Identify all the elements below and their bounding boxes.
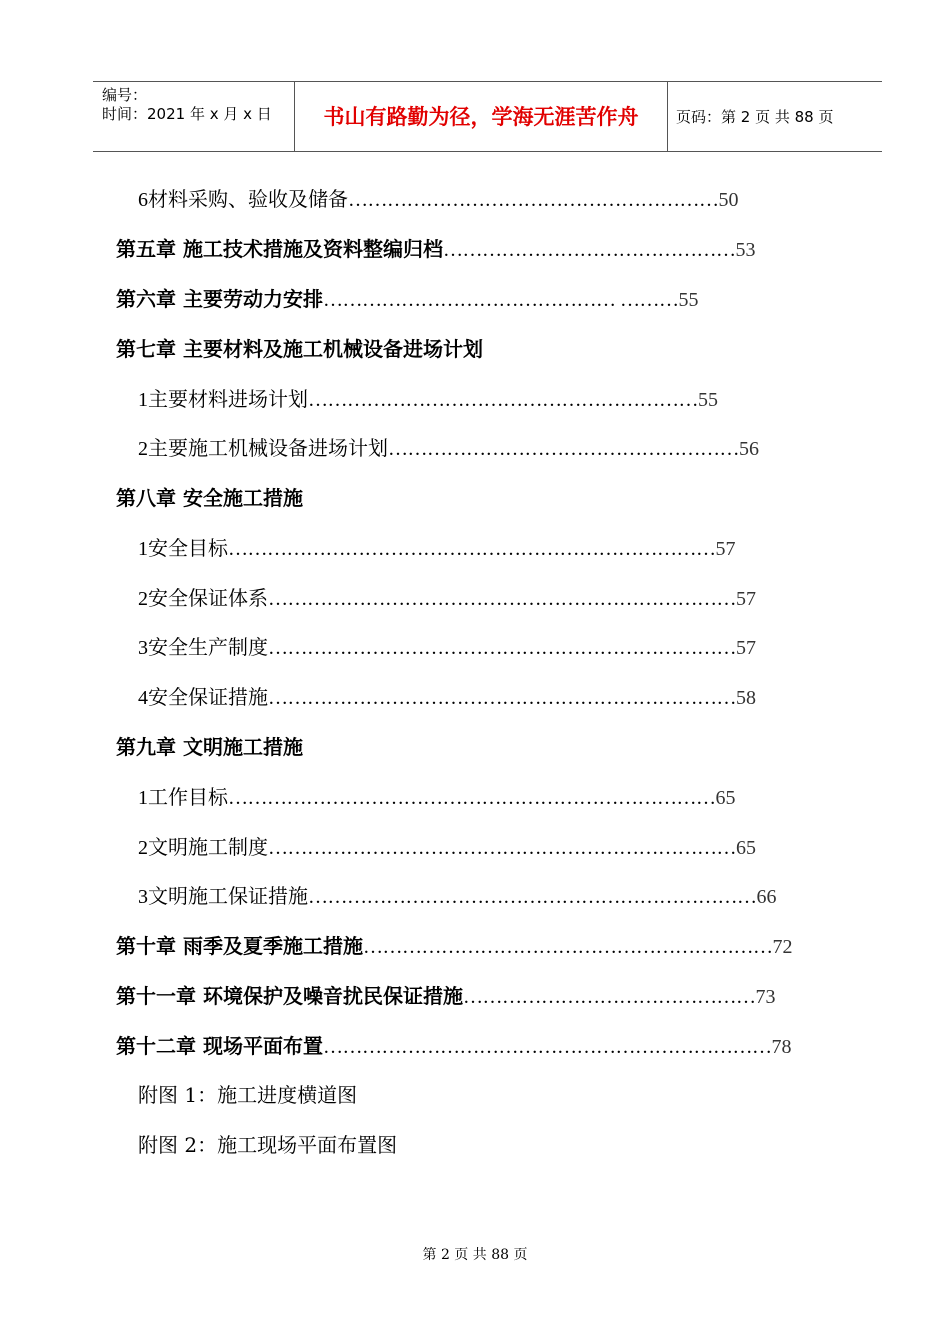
toc-entry-page: 66 <box>756 886 777 908</box>
toc-entry-leader: ………………………………………………………………… <box>228 787 716 809</box>
toc-chapter <box>116 485 303 511</box>
page-label: 页码：第 2 页 共 88 页 <box>676 108 834 126</box>
toc-entry <box>138 784 736 811</box>
toc-entry-page: 50 <box>718 189 739 211</box>
toc-entry-leader: ……………………………………………………………… <box>268 837 736 859</box>
header-meta-cell <box>93 82 293 151</box>
toc-entry-number: 6 <box>138 189 148 211</box>
toc-entry-title: 材料采购、验收及储备 <box>148 187 348 211</box>
toc-chapter <box>116 336 483 362</box>
toc-chapter-title: 第六章 主要劳动力安排 <box>116 287 323 311</box>
toc-entry-page: 65 <box>736 837 756 859</box>
toc-entry <box>138 634 756 661</box>
toc-entry-number: 2 <box>138 438 148 460</box>
toc-entry-number: 1 <box>138 538 148 560</box>
toc-chapter <box>116 286 698 313</box>
header-page-cell <box>667 82 882 151</box>
toc-entry-number: 1 <box>138 787 148 809</box>
toc-appendix <box>138 1082 357 1108</box>
toc-entry <box>138 834 756 861</box>
toc-entry-page: 57 <box>736 588 756 610</box>
toc-chapter-title: 第七章 主要材料及施工机械设备进场计划 <box>116 337 483 361</box>
toc-appendix-title: 附图 1：施工进度横道图 <box>138 1083 358 1107</box>
header-motto-cell <box>294 82 668 151</box>
document-header <box>93 81 882 152</box>
toc-entry-title: 安全保证体系 <box>148 586 268 610</box>
toc-entry-leader: ……………………………………………………… <box>362 936 773 958</box>
toc-entry <box>138 186 739 213</box>
toc-chapter <box>116 236 755 263</box>
toc-entry-page: 53 <box>735 239 756 261</box>
toc-appendix-title: 附图 2：施工现场平面布置图 <box>138 1133 398 1157</box>
toc-entry-leader: ……………………………………… <box>462 986 756 1008</box>
time-label: 时间：2021 年 x 月 x 日 <box>102 105 272 123</box>
toc-entry-title: 安全目标 <box>148 536 228 560</box>
toc-chapter <box>116 933 792 960</box>
toc-entry-number: 3 <box>138 637 148 659</box>
toc-entry <box>138 684 756 711</box>
toc-entry-title: 安全生产制度 <box>148 635 268 659</box>
toc-entry-title: 工作目标 <box>148 785 228 809</box>
toc-entry <box>138 386 718 413</box>
toc-chapter <box>116 734 303 760</box>
toc-chapter-title: 第十章 雨季及夏季施工措施 <box>116 934 363 958</box>
toc-entry-page: 55 <box>698 389 718 411</box>
toc-entry <box>138 535 736 562</box>
toc-entry-leader: …………………………………………………… <box>308 389 698 411</box>
toc-entry-leader: …………………………………………………………… <box>322 1036 772 1058</box>
toc-chapter-title: 第五章 施工技术措施及资料整编归档 <box>116 237 443 261</box>
toc-chapter <box>116 1033 791 1060</box>
toc-entry-leader: ……………………………………………………………… <box>268 637 736 659</box>
toc-chapter-title: 第八章 安全施工措施 <box>116 486 303 510</box>
toc-entry-page: 57 <box>736 637 756 659</box>
toc-entry-leader: ……………………………………………………………… <box>268 687 736 709</box>
toc-entry-leader: ……………………………………… <box>442 239 736 261</box>
toc-entry-title: 文明施工制度 <box>148 835 268 859</box>
toc-entry-number: 2 <box>138 588 148 610</box>
toc-entry-number: 3 <box>138 886 148 908</box>
toc-chapter-title: 第十二章 现场平面布置 <box>116 1034 323 1058</box>
toc-appendix <box>138 1132 397 1158</box>
toc-chapter-title: 第九章 文明施工措施 <box>116 735 303 759</box>
page-footer: 第 2 页 共 88 页 <box>422 1247 528 1263</box>
toc-entry-page: 73 <box>755 986 776 1008</box>
toc-entry-page: 72 <box>772 936 793 958</box>
toc-entry-leader: ………………………………………………………………… <box>228 538 716 560</box>
toc-entry-page: 55 <box>678 289 699 311</box>
toc-entry-page: 65 <box>715 787 736 809</box>
toc-entry-leader: ……………………………………… ……… <box>322 289 679 311</box>
toc-entry-title: 主要施工机械设备进场计划 <box>148 436 388 460</box>
toc-entry <box>138 435 759 462</box>
toc-entry <box>138 883 777 910</box>
toc-entry-number: 4 <box>138 687 148 709</box>
toc-entry <box>138 585 756 612</box>
toc-entry-number: 1 <box>138 389 148 411</box>
motto-text: 书山有路勤为径，学海无涯苦作舟 <box>323 105 639 129</box>
toc-entry-page: 56 <box>739 438 759 460</box>
toc-entry-leader: ………………………………………………… <box>348 189 719 211</box>
serial-label: 编号： <box>102 86 148 104</box>
toc-entry-title: 文明施工保证措施 <box>148 884 308 908</box>
toc-entry-page: 57 <box>715 538 736 560</box>
toc-entry-leader: …………………………………………………………… <box>308 886 757 908</box>
toc-entry-page: 78 <box>771 1036 792 1058</box>
toc-entry-page: 58 <box>736 687 756 709</box>
toc-chapter-title: 第十一章 环境保护及噪音扰民保证措施 <box>116 984 463 1008</box>
toc-chapter <box>116 983 775 1010</box>
toc-entry-title: 安全保证措施 <box>148 685 268 709</box>
toc-entry-leader: ……………………………………………… <box>388 438 739 460</box>
toc-entry-number: 2 <box>138 837 148 859</box>
toc-entry-title: 主要材料进场计划 <box>148 387 308 411</box>
toc-entry-leader: ……………………………………………………………… <box>268 588 736 610</box>
